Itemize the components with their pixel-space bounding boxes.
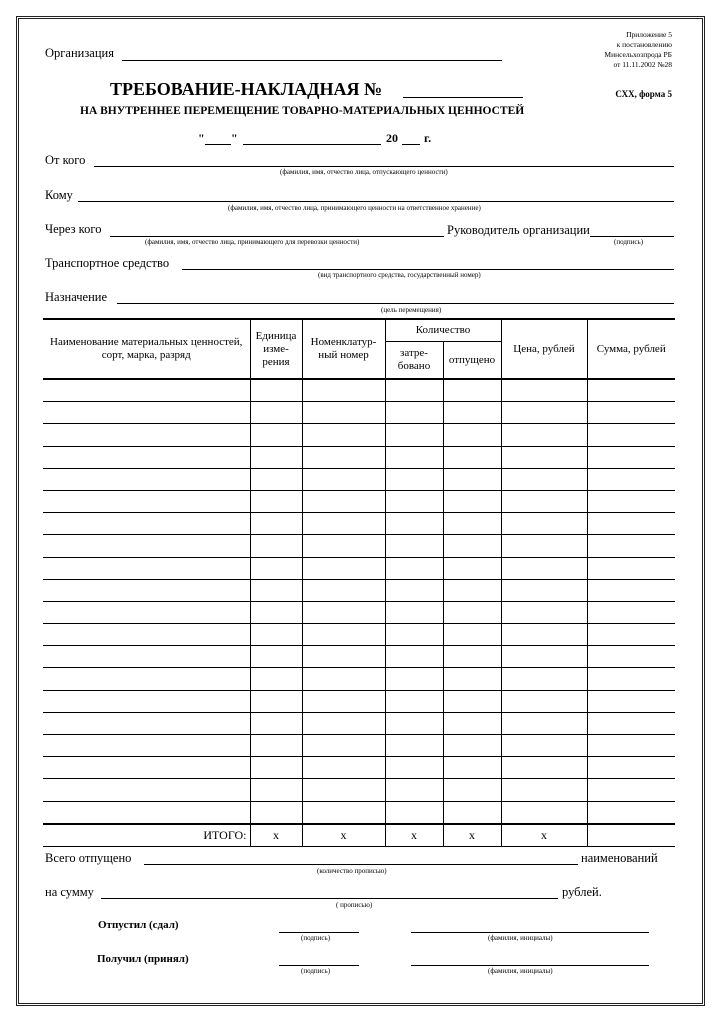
table-row[interactable] xyxy=(43,468,675,490)
table-row[interactable] xyxy=(43,668,675,690)
total-label: ИТОГО: xyxy=(43,824,250,847)
total-mark: х xyxy=(443,824,501,847)
head-signature-field[interactable] xyxy=(590,236,674,237)
to-field[interactable] xyxy=(78,201,674,202)
col-header-quantity: Количество xyxy=(385,319,501,342)
col-header-name: Наименование материальных ценностей, сорт, марка, разряд xyxy=(43,319,250,379)
gave-sign-hint: (подпись) xyxy=(301,934,331,942)
date-year-prefix: 20 xyxy=(386,131,398,145)
date-quote-close: " xyxy=(231,131,238,145)
to-hint: (фамилия, имя, отчество лица, принимающего ценности на ответственное хранение) xyxy=(228,204,481,212)
got-signature-field[interactable] xyxy=(279,965,359,966)
appendix-line: Минсельхозпрода РБ xyxy=(604,50,672,59)
date-month-field[interactable] xyxy=(243,144,381,145)
col-header-qty-requested: затре-бовано xyxy=(385,342,443,380)
col-header-price: Цена, рублей xyxy=(501,319,587,379)
organization-label: Организация xyxy=(45,46,114,60)
gave-name-field[interactable] xyxy=(411,932,649,933)
table-row[interactable] xyxy=(43,424,675,446)
appendix-note xyxy=(604,30,672,70)
released-label: Всего отпущено xyxy=(45,851,132,865)
transport-field[interactable] xyxy=(182,269,674,270)
col-header-qty-released: отпущено xyxy=(443,342,501,380)
table-row[interactable] xyxy=(43,513,675,535)
purpose-label: Назначение xyxy=(45,290,108,304)
date-year-field[interactable] xyxy=(402,144,420,145)
amount-suffix: рублей. xyxy=(562,885,602,899)
table-row[interactable] xyxy=(43,535,675,557)
items-table xyxy=(43,318,675,847)
released-suffix: наименований xyxy=(581,851,658,865)
got-name-field[interactable] xyxy=(411,965,649,966)
gave-label: Отпустил (сдал) xyxy=(98,919,179,931)
form-code: СХХ, форма 5 xyxy=(615,89,672,99)
total-mark: х xyxy=(501,824,587,847)
to-label: Кому xyxy=(45,188,73,202)
table-row[interactable] xyxy=(43,690,675,712)
from-label: От кого xyxy=(45,153,86,167)
from-hint: (фамилия, имя, отчество лица, отпускающего ценности) xyxy=(280,168,448,176)
via-hint: (фамилия, имя, отчество лица, принимающего для перевозки ценности) xyxy=(145,238,360,246)
amount-hint: ( прописью) xyxy=(336,901,373,909)
appendix-line: от 11.11.2002 №28 xyxy=(613,60,672,69)
total-mark: х xyxy=(302,824,385,847)
organization-field[interactable] xyxy=(122,60,502,61)
date-year-suffix: г. xyxy=(424,131,432,145)
purpose-field[interactable] xyxy=(117,303,674,304)
total-sum-cell[interactable] xyxy=(587,824,675,847)
col-header-unit: Единица изме-рения xyxy=(250,319,302,379)
table-row[interactable] xyxy=(43,601,675,623)
table-row[interactable] xyxy=(43,624,675,646)
released-hint: (количество прописью) xyxy=(317,867,387,875)
from-field[interactable] xyxy=(94,166,674,167)
released-count-field[interactable] xyxy=(144,864,578,865)
total-row xyxy=(43,824,675,847)
date-quote-open: " xyxy=(198,131,205,145)
col-header-sum: Сумма, рублей xyxy=(587,319,675,379)
document-title: ТРЕБОВАНИЕ-НАКЛАДНАЯ № xyxy=(110,79,383,99)
purpose-hint: (цель перемещения) xyxy=(381,306,442,314)
date-day-field[interactable] xyxy=(205,144,231,145)
got-label: Получил (принял) xyxy=(97,953,189,965)
table-row[interactable] xyxy=(43,490,675,512)
document-subtitle: НА ВНУТРЕННЕЕ ПЕРЕМЕЩЕНИЕ ТОВАРНО-МАТЕРИАЛЬНЫХ ЦЕННОСТЕЙ xyxy=(80,105,525,117)
total-mark: х xyxy=(385,824,443,847)
table-row[interactable] xyxy=(43,379,675,402)
col-header-nomenclature: Номенклатур-ный номер xyxy=(302,319,385,379)
table-row[interactable] xyxy=(43,446,675,468)
amount-label: на сумму xyxy=(45,885,94,899)
head-label: Руководитель организации xyxy=(447,223,590,237)
appendix-line: к постановлению xyxy=(616,40,672,49)
table-row[interactable] xyxy=(43,801,675,824)
document-number-field[interactable] xyxy=(403,97,523,98)
table-row[interactable] xyxy=(43,557,675,579)
via-label: Через кого xyxy=(45,222,102,236)
table-row[interactable] xyxy=(43,712,675,734)
head-hint: (подпись) xyxy=(614,238,644,246)
transport-label: Транспортное средство xyxy=(45,256,170,270)
table-row[interactable] xyxy=(43,735,675,757)
got-name-hint: (фамилия, инициалы) xyxy=(488,967,553,975)
via-field[interactable] xyxy=(110,236,444,237)
table-row[interactable] xyxy=(43,402,675,424)
transport-hint: (вид транспортного средства, государственный номер) xyxy=(318,271,481,279)
gave-signature-field[interactable] xyxy=(279,932,359,933)
table-row[interactable] xyxy=(43,646,675,668)
appendix-line: Приложение 5 xyxy=(626,30,672,39)
table-row[interactable] xyxy=(43,779,675,801)
table-row[interactable] xyxy=(43,579,675,601)
table-row[interactable] xyxy=(43,757,675,779)
amount-field[interactable] xyxy=(101,898,558,899)
total-mark: х xyxy=(250,824,302,847)
got-sign-hint: (подпись) xyxy=(301,967,331,975)
gave-name-hint: (фамилия, инициалы) xyxy=(488,934,553,942)
